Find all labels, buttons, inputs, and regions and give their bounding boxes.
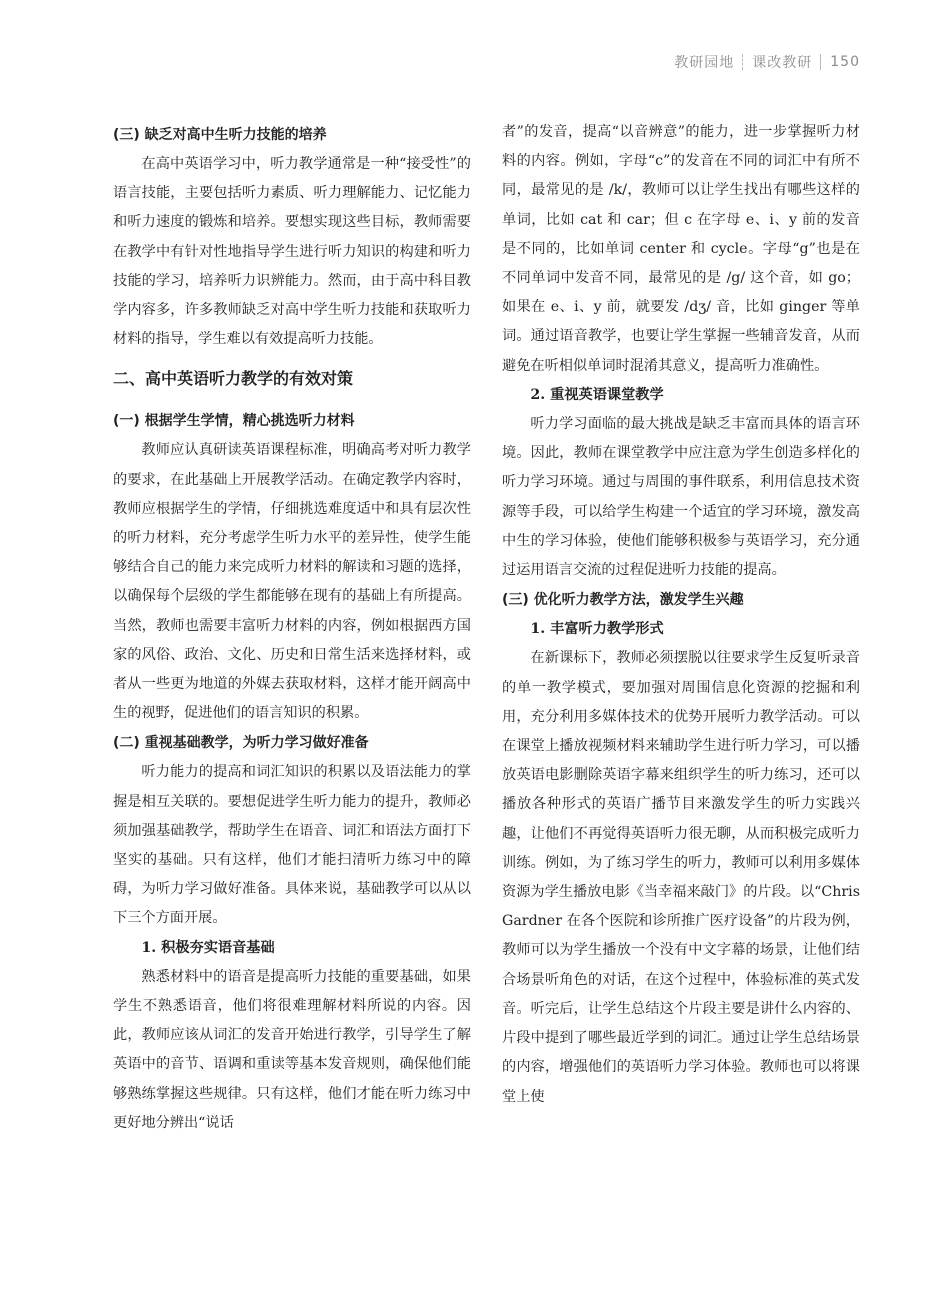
paragraph-continued: 者”的发音，提高“以音辨意”的能力，进一步掌握听力材料的内容。例如，字母“c”的发音在不同的词汇中有所不同，最常见的是 /k/，教师可以让学生找出有哪些这样的单词，比如 cat 和 car；但 c 在字母 e、i、y 前的发音是不同的，比如单词 center 和 cycle。字母“g”也是在不同单词中发音不同，最常见的是 /g/ 这个音，如 go；如果在 e、i、y 前，就要发 /dʒ/ 音，比如 ginger 等单词。通过语音教学，也要让学生掌握一些辅音发音，从而避免在听相似单词时混淆其意义，提高听力准确性。 [502,124,860,374]
right-column [502,118,860,1112]
numbered-heading: 2. 重视英语课堂教学 [530,386,664,403]
paragraph: 听力能力的提高和词汇知识的积累以及语法能力的掌握是相互关联的。要想促进学生听力能力的提升，教师必须加强基础教学，帮助学生在语音、词汇和语法方面打下坚实的基础。只有这样，他们才能扫清听力练习中的障碍，为听力学习做好准备。具体来说，基础教学可以从以下三个方面开展。 [113,764,471,927]
header-divider-dashed [742,54,744,70]
paragraph: 听力学习面临的最大挑战是缺乏丰富而具体的语言环境。因此，教师在课堂教学中应注意为学生创造多样化的听力学习环境。通过与周围的事件联系，利用信息技术资源等手段，可以给学生构建一个适宜的学习环境，激发高中生的学习体验，使他们能够积极参与英语学习，充分通过运用语言交流的过程促进听力技能的提高。 [502,416,860,579]
subsection-heading: (二) 重视基础教学，为听力学习做好准备 [113,735,369,752]
section-label-left: 教研园地 [674,55,735,71]
numbered-heading: 1. 积极夯实语音基础 [141,939,275,956]
page-number: 150 [830,54,860,70]
subsection-heading: (三) 缺乏对高中生听力技能的培养 [113,127,327,143]
subsection-heading: (一) 根据学生学情，精心挑选听力材料 [113,413,355,430]
running-head [674,52,860,72]
left-column [113,120,471,1138]
numbered-heading: 1. 丰富听力教学形式 [530,621,664,638]
subsection-heading: (三) 优化听力教学方法，激发学生兴趣 [502,592,744,609]
header-divider-solid [820,54,822,70]
section-label-right: 课改教研 [752,55,813,71]
paragraph: 在新课标下，教师必须摆脱以往要求学生反复听录音的单一教学模式，要加强对周围信息化资源的挖掘和利用，充分利用多媒体技术的优势开展听力教学活动。可以在课堂上播放视频材料来辅助学生进行听力学习，可以播放英语电影删除英语字幕来组织学生的听力练习，还可以播放各种形式的英语广播节目来激发学生的听力实践兴趣，让他们不再觉得英语听力很无聊，从而积极完成听力训练。例如，为了练习学生的听力，教师可以利用多媒体资源为学生播放电影《当幸福来敲门》的片段。以“Chris Gardner 在各个医院和诊所推广医疗设备”的片段为例，教师可以为学生播放一个没有中文字幕的场景，让他们结合场景听角色的对话，在这个过程中，体验标准的英式发音。听完后，让学生总结这个片段主要是讲什么内容的、片段中提到了哪些最近学到的词汇。通过让学生总结场景的内容，增强他们的英语听力学习体验。教师也可以将课堂上使 [502,650,860,1105]
paragraph: 教师应认真研读英语课程标准，明确高考对听力教学的要求，在此基础上开展教学活动。在确定教学内容时，教师应根据学生的学情，仔细挑选难度适中和具有层次性的听力材料，充分考虑学生听力水平的差异性，使学生能够结合自己的能力来完成听力材料的解读和习题的选择，以确保每个层级的学生都能够在现有的基础上有所提高。当然，教师也需要丰富听力材料的内容，例如根据西方国家的风俗、政治、文化、历史和日常生活来选择材料，或者从一些更为地道的外媒去获取材料，这样才能开阔高中生的视野，促进他们的语言知识的积累。 [113,442,471,722]
paragraph: 在高中英语学习中，听力教学通常是一种“接受性”的语言技能，主要包括听力素质、听力理解能力、记忆能力和听力速度的锻炼和培养。要想实现这些目标，教师需要在教学中有针对性地指导学生进行听力知识的构建和听力技能的学习，培养听力识辨能力。然而，由于高中科目教学内容多，许多教师缺乏对高中学生听力技能和获取听力材料的指导，学生难以有效提高听力技能。 [113,156,471,348]
paragraph: 熟悉材料中的语音是提高听力技能的重要基础，如果学生不熟悉语音，他们将很难理解材料所说的内容。因此，教师应该从词汇的发音开始进行教学，引导学生了解英语中的音节、语调和重读等基本发音规则，确保他们能够熟练掌握这些规律。只有这样，他们才能在听力练习中更好地分辨出“说话 [113,968,471,1131]
section-heading: 二、高中英语听力教学的有效对策 [113,369,354,389]
